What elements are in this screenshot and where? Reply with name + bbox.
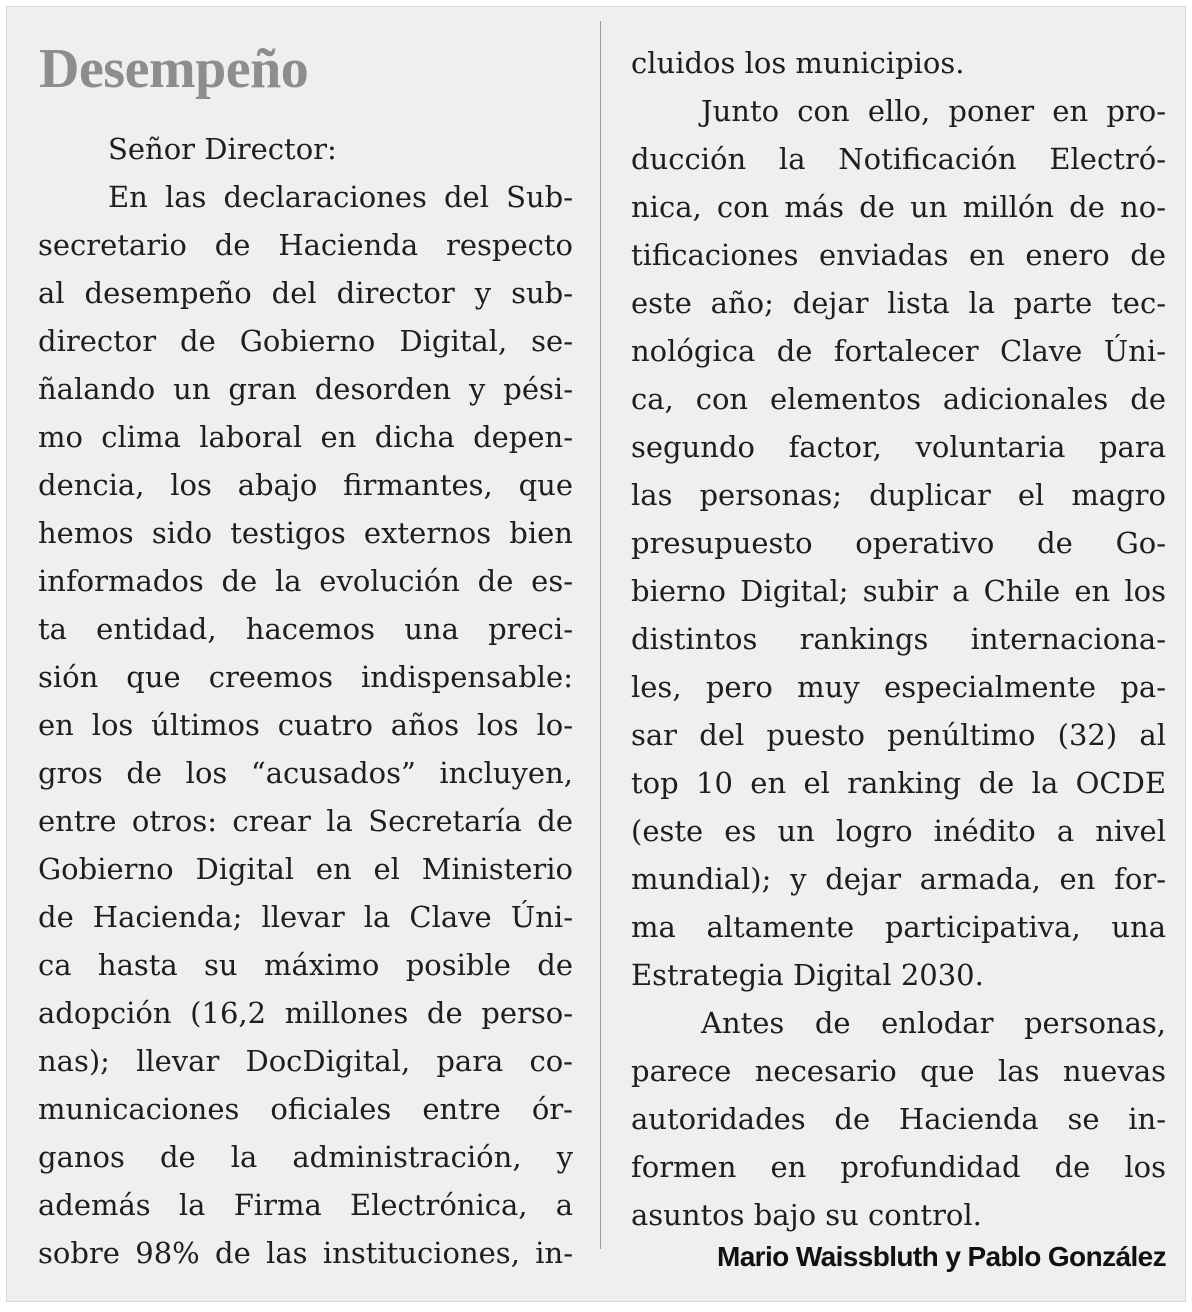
text-line: ganos de la administración, y — [38, 1140, 573, 1174]
text-line: informados de la evolución de es- — [38, 564, 573, 598]
text-line: sión que creemos indispensable: — [38, 660, 573, 694]
text-line: Señor Director: — [108, 132, 337, 166]
text-line: ta entidad, hacemos una preci- — [38, 612, 573, 646]
text-line: mundial); y dejar armada, en for- — [631, 862, 1166, 896]
text-line: ca, con elementos adicionales de — [631, 382, 1166, 416]
text-line: gros de los “acusados” incluyen, — [38, 756, 573, 790]
text-line: nica, con más de un millón de no- — [631, 190, 1166, 224]
text-line: formen en profundidad de los — [631, 1150, 1166, 1184]
text-line: secretario de Hacienda respecto — [38, 228, 573, 262]
letter-title: Desempeño — [39, 38, 309, 100]
text-line: director de Gobierno Digital, se- — [38, 324, 573, 358]
text-line: cluidos los municipios. — [631, 46, 965, 80]
text-line: presupuesto operativo de Go- — [631, 526, 1166, 560]
text-line: mo clima laboral en dicha depen- — [38, 420, 573, 454]
text-line: este año; dejar lista la parte tec- — [631, 286, 1166, 320]
text-line: nas); llevar DocDigital, para co- — [38, 1044, 573, 1078]
text-line: Gobierno Digital en el Ministerio — [38, 852, 573, 886]
text-line: dencia, los abajo firmantes, que — [38, 468, 573, 502]
text-line: parece necesario que las nuevas — [631, 1054, 1166, 1088]
text-line: top 10 en el ranking de la OCDE — [631, 766, 1166, 800]
text-line: de Hacienda; llevar la Clave Úni- — [38, 900, 573, 934]
text-line: tificaciones enviadas en enero de — [631, 238, 1166, 272]
text-line: asuntos bajo su control. — [631, 1198, 982, 1232]
text-line: En las declaraciones del Sub- — [108, 180, 573, 214]
text-line: segundo factor, voluntaria para — [631, 430, 1166, 464]
text-line: entre otros: crear la Secretaría de — [38, 804, 573, 838]
text-line: al desempeño del director y sub- — [38, 276, 573, 310]
text-line: (este es un logro inédito a nivel — [631, 814, 1166, 848]
text-line: Estrategia Digital 2030. — [631, 958, 984, 992]
text-line: hemos sido testigos externos bien — [38, 516, 573, 550]
text-line: además la Firma Electrónica, a — [38, 1188, 573, 1222]
text-line: ñalando un gran desorden y pési- — [38, 372, 573, 406]
text-line: Antes de enlodar personas, — [701, 1006, 1166, 1040]
text-line: sobre 98% de las instituciones, in- — [38, 1236, 573, 1270]
text-line: ducción la Notificación Electró- — [631, 142, 1166, 176]
signature: Mario Waissbluth y Pablo González — [716, 1241, 1166, 1272]
text-line: autoridades de Hacienda se in- — [631, 1102, 1166, 1136]
right-column — [631, 39, 1166, 1239]
text-line: distintos rankings internaciona- — [631, 622, 1166, 656]
text-line: ma altamente participativa, una — [631, 910, 1166, 944]
text-line: en los últimos cuatro años los lo- — [38, 708, 573, 742]
column-divider — [600, 21, 601, 1249]
text-line: adopción (16,2 millones de perso- — [38, 996, 573, 1030]
letter-clipping — [6, 6, 1186, 1302]
text-line: municaciones oficiales entre ór- — [38, 1092, 573, 1126]
text-line: bierno Digital; subir a Chile en los — [631, 574, 1166, 608]
text-line: nológica de fortalecer Clave Úni- — [631, 334, 1166, 368]
text-line: las personas; duplicar el magro — [631, 478, 1166, 512]
text-line: ca hasta su máximo posible de — [38, 948, 573, 982]
text-line: sar del puesto penúltimo (32) al — [631, 718, 1166, 752]
text-line: les, pero muy especialmente pa- — [631, 670, 1166, 704]
left-column — [38, 125, 573, 1277]
text-line: Junto con ello, poner en pro- — [701, 94, 1166, 128]
